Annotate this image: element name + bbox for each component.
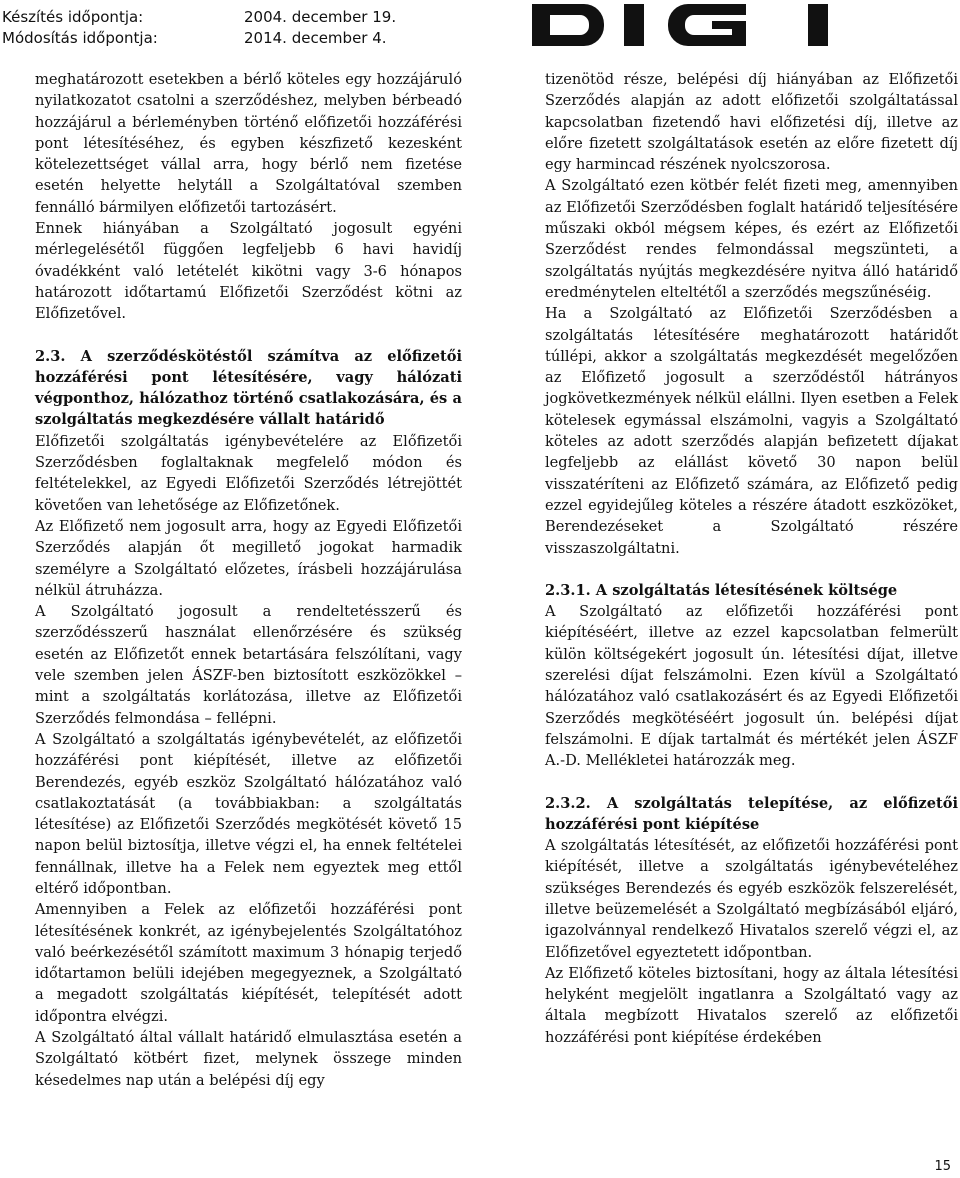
paragraph: Az Előfizető köteles biztosítani, hogy az általa létesítési helyként megjelölt ingatlanra a Szolgáltató vagy az általa megbízott Hivatalos szerelő az előfizetői hozzáférési pont kiépítése érdekében <box>545 964 958 1046</box>
document-meta-values <box>244 7 396 49</box>
paragraph: Az Előfizető nem jogosult arra, hogy az Egyedi Előfizetői Szerződés alapján őt megillető jogokat harmadik személyre a Szolgáltató előzetes, írásbeli hozzájárulása nélkül átruházza. <box>35 517 462 599</box>
paragraph: Amennyiben a Felek az előfizetői hozzáférési pont létesítésének konkrét, az igénybejelentés Szolgáltatóhoz való beérkezésétől számított maximum 3 hónapig terjedő időtartamon belüli idejében megegyeznek, a Szolgáltató a megadott szolgáltatás kiépítését, telepítését adott időpontra elvégzi. <box>35 901 462 1025</box>
created-label: Készítés időpontja: <box>2 8 144 26</box>
modified-date: 2014. december 4. <box>244 29 387 47</box>
paragraph: A Szolgáltató az előfizetői hozzáférési pont kiépítéséért, illetve az ezzel kapcsolatban felmerült külön költségekért jogosult ún. létesítési díjat, illetve szerelési díjat felszámolni. Ezen kívül a Szolgáltató hálózatához való csatlakozásért és az Egyedi Előfizetői Szerződés megkötéséért jogosult ún. belépési díjat felszámolni. E díjak tartalmát és mértékét jelen ÁSZF A.-D. Mellékletei határozzák meg. <box>545 603 958 770</box>
section-heading-2-3-2: 2.3.2. A szolgáltatás telepítése, az előfizetői hozzáférési pont kiépítése <box>545 794 958 833</box>
digi-logo <box>532 4 828 46</box>
created-date: 2004. december 19. <box>244 8 397 26</box>
paragraph: A szolgáltatás létesítését, az előfizetői hozzáférési pont kiépítését, illetve a szolgáltatás igénybevételéhez szükséges Berendezés és egyéb eszközök felszerelését, illetve beüzemelését a Szolgáltató megbízásából eljáró, igazolvánnyal rendelkező Hivatalos szerelő végzi el, az Előfizetővel egyeztetett időpontban. <box>545 837 958 961</box>
paragraph: A Szolgáltató ezen kötbér felét fizeti meg, amennyiben az Előfizetői Szerződésben foglalt határidő teljesítésére műszaki okból mégsem képes, és ezért az Előfizetői Szerződést rendes felmondással megszünteti, a szolgáltatás nyújtás megkezdésére nyitva álló határidő eredménytelen elteltétől a szerződés megszűnéséig. <box>545 177 958 301</box>
paragraph: A Szolgáltató a szolgáltatás igénybevételét, az előfizetői hozzáférési pont kiépítését, illetve az előfizetői Berendezés, egyéb eszköz Szolgáltató hálózatához való csatlakoztatását (a továbbiakban: a szolgáltatás létesítése) az Előfizetői Szerződés megkötését követő 15 napon belül biztosítja, illetve végzi el, ha ennek feltételei fennállnak, illetve ha a Felek nem egyeztek meg ettől eltérő időpontban. <box>35 730 462 897</box>
paragraph: tizenötöd része, belépési díj hiányában az Előfizetői Szerződés alapján az adott előfizetői szolgáltatással kapcsolatban fizetendő havi előfizetési díj, illetve az előre fizetett szolgáltatások esetén az előre fizetett díj egy harmincad részének nyolcszorosa. <box>545 71 958 174</box>
page-number: 15 <box>934 1159 951 1174</box>
section-heading-2-3: 2.3. A szerződéskötéstől számítva az előfizetői hozzáférési pont létesítésére, vagy hálózati végponthoz, hálózathoz történő csatlakozására, és a szolgáltatás megkezdésére vállalt határidő <box>35 347 462 429</box>
section-heading-2-3-1: 2.3.1. A szolgáltatás létesítésének költsége <box>545 581 898 599</box>
paragraph: A Szolgáltató által vállalt határidő elmulasztása esetén a Szolgáltató kötbért fizet, melynek összege minden késedelmes nap után a belépési díj egy <box>35 1029 462 1089</box>
left-text-column <box>35 69 462 1091</box>
paragraph: A Szolgáltató jogosult a rendeltetésszerű és szerződésszerű használat ellenőrzésére és szükség esetén az Előfizetőt ennek betartására felszólítani, vagy vele szemben jelen ÁSZF-ben biztosított eszközökkel – mint a szolgáltatás korlátozása, illetve az Előfizetői Szerződés felmondása – fellépni. <box>35 603 462 727</box>
document-meta-labels <box>2 7 158 49</box>
modified-label: Módosítás időpontja: <box>2 29 158 47</box>
paragraph: Előfizetői szolgáltatás igénybevételére az Előfizetői Szerződésben foglaltaknak megfelelő módon és feltételekkel, az Egyedi Előfizetői Szerződés létrejöttét követően van lehetősége az Előfizetőnek. <box>35 432 462 514</box>
paragraph: meghatározott esetekben a bérlő köteles egy hozzájáruló nyilatkozatot csatolni a szerződéshez, melyben bérbeadó hozzájárul a bérleményben történő előfizetői hozzáférési pont létesítéséhez, és egyben készfizető kezesként kötelezettséget vállal arra, hogy bérlő nem fizetése esetén helyette helytáll a Szolgáltatóval szemben fennálló bármilyen előfizetői tartozásért. <box>35 71 462 216</box>
paragraph: Ha a Szolgáltató az Előfizetői Szerződésben a szolgáltatás létesítésére meghatározott határidőt túllépi, akkor a szolgáltatás megkezdését megelőzően az Előfizető jogosult a szerződéstől hátrányos jogkövetkezmények nélkül elállni. Ilyen esetben a Felek kötelesek egymással elszámolni, vagyis a Szolgáltató köteles az adott szerződés alapján befizetett díjakat legfeljebb az elállást követő 30 napon belül visszatéríteni az Előfizető számára, az Előfizető pedig ezzel egyidejűleg köteles a részére átadott eszközöket, Berendezéseket a Szolgáltató részére visszaszolgáltatni. <box>545 305 958 557</box>
paragraph: Ennek hiányában a Szolgáltató jogosult egyéni mérlegelésétől függően legfeljebb 6 havi havidíj óvadékként való letételét kikötni vagy 3-6 hónapos határozott időtartamú Előfizetői Szerződést kötni az Előfizetővel. <box>35 220 462 323</box>
right-text-column <box>545 69 958 1048</box>
